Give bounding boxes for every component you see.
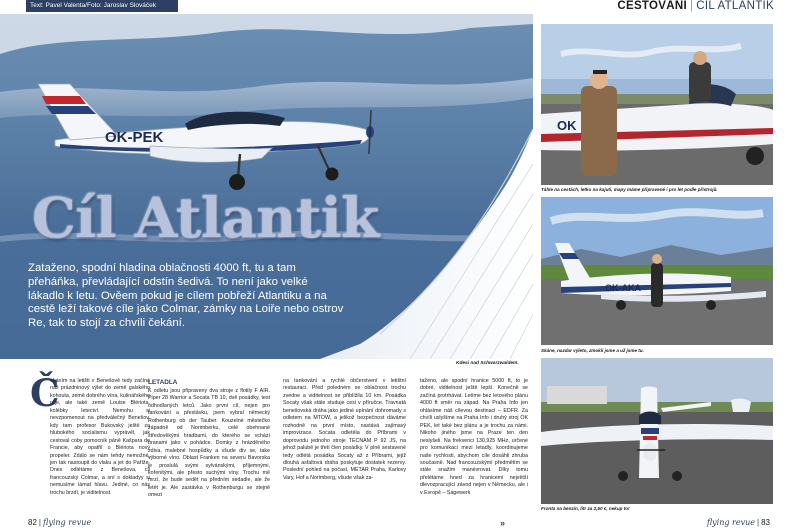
photo1-caption: Táhle na cestách, letko na kajuti, mapy máme připravené i pro let podle přístrojů. bbox=[541, 187, 718, 192]
footer-separator: | bbox=[38, 518, 41, 527]
photo-pilots-art bbox=[541, 24, 773, 185]
photo-fuel-queue bbox=[541, 358, 773, 504]
photo-passenger-art bbox=[541, 197, 773, 345]
article-title: Cíl Atlantik bbox=[32, 185, 379, 250]
section-header bbox=[617, 0, 774, 12]
page-number-left: 82 bbox=[28, 518, 37, 527]
drop-cap: Č bbox=[30, 371, 60, 415]
footer-right bbox=[707, 518, 770, 527]
photo-credit: Text: Pavel Valenta/Foto: Jaroslav Slováček bbox=[26, 0, 178, 12]
section-separator: | bbox=[689, 0, 694, 12]
photo-pilots-at-plane bbox=[541, 24, 773, 185]
footer-left bbox=[28, 518, 91, 527]
photo2-registration: OK-AKA bbox=[605, 283, 641, 293]
photo2-caption: Skáne, nazdar výleto, zmokli jsme a už jsme tu. bbox=[541, 348, 644, 353]
photo-passenger-at-plane bbox=[541, 197, 773, 345]
body-column-1: ekáním na letišti v Benešově tedy začíná náš prázdninový výlet do země galského kohouta, země dobrého vína, kulinářského ráje, ale také země Louise Blériota, kolébky letectví. Nemohu si nevzpomenout na předválečný Benešov, kdy tam profesor Bukovský ještě za hlubokého socialismu vyprávěl, jak cestoval coby pomocník páně Kašpara do Francie, aby opatřil u Blériota nový propeler. Zdálo se nám tehdy nemožné, jen tak nastoupit do vlaku a jet do Paříže. Dnes odlétáme z Benešova, cíl francouzský Colmar, a sní s dokladyy si nemusíme lámat hlavu. Jediné, co nás trochu brzdí, je viditelnost. bbox=[50, 378, 150, 496]
photo-fuel-art bbox=[541, 358, 773, 504]
article-lead: Zataženo, spodní hladina oblačnosti 4000 ft, tu a tam přeháňka, převládající odstín šedivá. To není jako velké lákadlo k letu. Ověem pokud je cílem pobřeží Atlantiku a na cestě leží takové cíle jako Colmar, zámky na Loiře nebo ostrov Re, tak to stojí za chvíli čekání. bbox=[28, 262, 344, 330]
subheading-letadla: LETADLA bbox=[148, 379, 178, 386]
photo3-caption: Fronta na benzín, litr za 2,50 €, nekup to! bbox=[541, 506, 630, 511]
hero-caption: Kdesi nad Schwarzwaldem. bbox=[456, 361, 519, 366]
body-column-2 bbox=[148, 378, 270, 500]
body-column-4: taženo, ale spodní hranice 5000 ft, to je dobré, viditelnost ještě lepší. Konečně se začíná protrhávat. Letíme bez letového plánu 4000 ft směr na západ. Na Praha Info jen ohlásíme náš cílevou destinaci – EDFR. Za chvíli uslyšíme na Praha Info i druhý stroj OK PEK, let také bez plánu a je trochu za námi. Nikoho jiného jsme na Praze ten den neslyšeli. Na frekvenci 130,925 MHz, určené pro komunikaci mezi letadly, koordinujeme naše rychlosti, abychom cíle dosáhli zhruba současně. Nad francouzskými předmětím se stále snažím manévrovat. Díky tomu přelétáme hned za hranicemi největší dlevozpracující závod nejen v Německu, ale i v Evropě – Sägewerk bbox=[420, 378, 528, 496]
photo1-registration: OK bbox=[557, 118, 577, 133]
page-number-right: 83 bbox=[761, 518, 770, 527]
section-name: CESTOVÁNÍ bbox=[617, 0, 687, 12]
body-column-3: na tankování a rychlé občerstvení v letištní restauraci. Před poledném se oblačnost trochu zvedne a viditelnost se přiblížila 10 km. Posádka Socaty však stále studuje cesi v příručce. Travnatá benešovská dráha jako jediné upínání dohromady s odletem na MTOW, a jelikož bezpečnost dáváme rozhodně na první místo, nastává zajímavý improvizace. Socata odletěla do Příbrami v doprovodu jednoho stroje TECNAM P 92 JS, na jehož palubě je třetí člen posádky. V plně sestavené tedy odlétá posádka Socaty až z Příbrami, jejíž dlouhá asfaltová dráha poskytuje dostatek rezervy. Poslední pohled na počasí, METAR Praha, Karlovy Vary, Hof a Norimberg, všude však za- bbox=[283, 378, 406, 481]
body-column-2-text: K odletu jsou připraveny dva stroje z flotily F AIR. Piper 28 Warrior a Socata TB 10, dvě posádky, test odhodlaných letců. Jako první cíl, nejen pro tankování a přestávku, jsem vybral německý Rothenburg ob der Tauber. Kouzelné městečko západně od Norimberku, celé obehnané středověkými hradbami, do kterého se vchází branami jako v pohádce. Domky z hrázděného zdiva, malebné hospůdky a všude div se, take výborné víno. Oblast Franken na severu Bavorska je proslulá svými sylvánskými, příjemnými, kořenitými, ale přesto suchými víny. Trochu mě mrzí, že bude sedět na předním sedadle, ale že letět je. Ale zastávka v Rothenburgu se stejně omezí bbox=[148, 388, 270, 499]
section-subtitle: CÍL ATLANTIK bbox=[696, 0, 774, 12]
magazine-name-right: flying revue bbox=[706, 518, 756, 527]
footer-separator: | bbox=[757, 518, 760, 527]
aircraft-registration: OK-PEK bbox=[105, 129, 164, 146]
continue-chevron-icon: » bbox=[500, 518, 506, 528]
magazine-name-left: flying revue bbox=[42, 518, 92, 527]
